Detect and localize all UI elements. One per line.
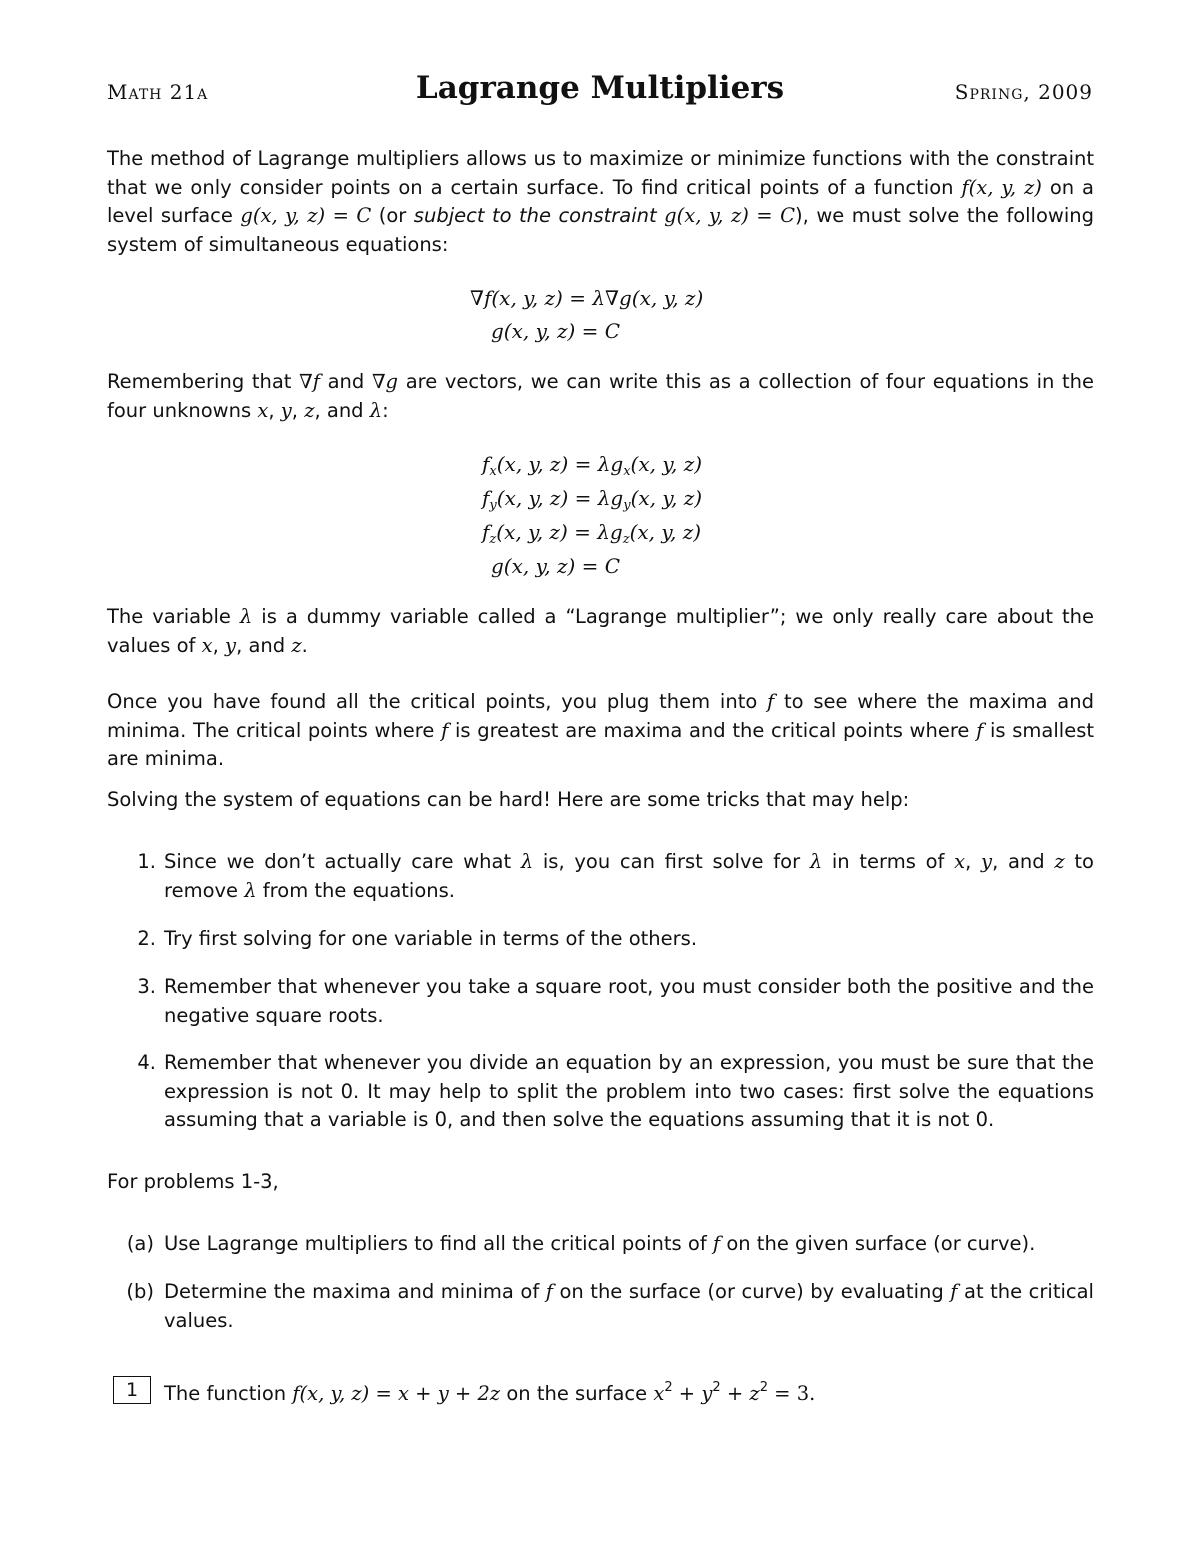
math-run: (x, y, z): [630, 486, 703, 510]
math-run: +: [672, 1382, 702, 1405]
text-run: ), we must solve the following system of simultaneous equations:: [107, 204, 1094, 256]
text-run: Once you have found all the critical points, you plug them into: [107, 690, 768, 713]
math-x: x: [201, 633, 213, 657]
subscript: z: [622, 532, 630, 547]
math-args: (x, y, z): [968, 175, 1042, 199]
superscript: 2: [664, 1380, 673, 1395]
subscript: y: [489, 498, 497, 513]
text-run: ,: [291, 398, 305, 422]
math-run: (x, y, z) = λg: [496, 486, 624, 510]
superscript: 2: [712, 1380, 721, 1395]
list-number: 1.: [137, 850, 156, 873]
equation-fy: [482, 484, 702, 520]
list-item: Remember that whenever you take a square root, you must consider both the positive and the negative square roots.: [164, 975, 1094, 1027]
math-function: f(x, y, z) = x + y + 2z: [292, 1382, 501, 1405]
math-lambda: λ: [244, 878, 257, 902]
text-run: and: [319, 370, 372, 393]
text-run: Since we don’t actually care what: [164, 850, 521, 873]
math-z: z: [304, 398, 315, 422]
lagrange-multiplier-paragraph: [107, 603, 1094, 660]
text-run: in terms of: [822, 850, 955, 873]
part-item: [164, 1278, 1094, 1335]
text-run: The function: [164, 1382, 293, 1405]
math-z: z: [749, 1382, 760, 1405]
math-f: f: [441, 718, 449, 742]
equation-fx: [482, 450, 702, 486]
subscript: y: [623, 498, 631, 513]
tricks-intro: Solving the system of equations can be hard! Here are some tricks that may help:: [107, 788, 910, 811]
text-run: at the critical values.: [164, 1280, 1094, 1332]
problems-intro: For problems 1-3,: [107, 1170, 279, 1193]
text-run: on the surface: [500, 1382, 654, 1405]
text-run: Remembering that: [107, 370, 300, 393]
math-run: +: [720, 1382, 750, 1405]
math-z: z: [291, 633, 302, 657]
text-run: , and: [992, 850, 1055, 873]
math-f: f: [545, 1280, 553, 1303]
part-label: (a): [126, 1232, 154, 1255]
math-f: f: [482, 520, 490, 544]
math-z: z: [1054, 850, 1065, 873]
text-run: , and: [314, 398, 370, 422]
math-run: = 3.: [767, 1382, 816, 1405]
list-item: [164, 848, 1094, 905]
text-run: The variable: [107, 605, 240, 628]
math-y: y: [225, 633, 237, 657]
math-lambda: λ: [369, 398, 383, 422]
math-lambda: λ: [520, 850, 534, 873]
page-title: Lagrange Multipliers: [415, 70, 785, 106]
equation-fz: [482, 518, 701, 554]
text-run: on the surface (or curve) by evaluating: [552, 1280, 951, 1303]
math-lambda: λ: [809, 850, 823, 873]
text-run: ,: [212, 633, 226, 657]
math-y: y: [701, 1382, 713, 1405]
text-run: .: [301, 633, 308, 657]
text-run: are vectors, we can write this as a collection of four equations in the four unknowns: [107, 370, 1094, 422]
text-run: to see where the maxima and minima. The critical points where: [107, 690, 1094, 742]
math-f: f: [712, 1232, 721, 1255]
math-grad-g: ∇g: [371, 370, 399, 393]
math-x: x: [653, 1382, 665, 1405]
math-x: x: [954, 850, 966, 873]
equation-constraint: g(x, y, z) = C: [491, 319, 621, 343]
math-f: f: [950, 1280, 958, 1303]
subscript: x: [489, 464, 497, 479]
equation-gradient: ∇f(x, y, z) = λ∇g(x, y, z): [470, 286, 704, 310]
intro-paragraph: [107, 145, 1094, 259]
text-run: to remove: [164, 850, 1094, 902]
part-item: [164, 1230, 1094, 1259]
text-run: (or: [371, 204, 414, 227]
subscript: x: [623, 464, 631, 479]
superscript: 2: [759, 1380, 768, 1395]
math-x: x: [257, 398, 269, 422]
problem-1-statement: [164, 1374, 1094, 1409]
math-constraint: g(x, y, z) = C: [656, 204, 796, 227]
problem-number-box: 1: [113, 1376, 151, 1404]
text-run: ,: [268, 398, 281, 422]
text-run: on a level surface: [107, 175, 1094, 227]
text-run: ,: [965, 850, 982, 873]
list-number: 3.: [137, 975, 156, 998]
text-run: Use Lagrange multipliers to find all the critical points of: [164, 1232, 713, 1255]
math-constraint: g(x, y, z) = C: [240, 204, 372, 227]
text-run: from the equations.: [256, 878, 455, 902]
text-run: on the given surface (or curve).: [720, 1232, 1036, 1255]
math-y: y: [981, 850, 993, 873]
text-run: , and: [236, 633, 292, 657]
math-run: (x, y, z) = λg: [496, 452, 624, 476]
text-run: is, you can first solve for: [533, 850, 810, 873]
subscript: z: [489, 532, 497, 547]
part-label: (b): [126, 1280, 154, 1303]
list-item: Try first solving for one variable in terms of the others.: [164, 927, 698, 950]
math-f: f: [767, 690, 775, 713]
math-f: f: [482, 486, 490, 510]
math-y: y: [280, 398, 292, 422]
math-run: (x, y, z) = λg: [496, 520, 623, 544]
equation-constraint-2: g(x, y, z) = C: [491, 554, 621, 578]
math-f: f: [976, 718, 984, 742]
math-run: (x, y, z): [630, 452, 703, 476]
text-run: is greatest are maxima and the critical points where: [448, 718, 977, 742]
text-run: is a dummy variable called a “Lagrange multiplier”; we only really care about the values of: [107, 605, 1094, 657]
math-f: f: [482, 452, 490, 476]
list-number: 2.: [137, 927, 156, 950]
text-run: The method of Lagrange multipliers allows us to maximize or minimize functions with the constraint that we only consider points on a certain surface. To find critical points of a function: [107, 147, 1094, 199]
vectors-paragraph: [107, 368, 1094, 425]
term-label: Spring, 2009: [954, 80, 1093, 104]
math-grad-f: ∇f: [299, 370, 320, 393]
text-run: is smallest are minima.: [107, 718, 1094, 770]
math-f: f: [961, 175, 969, 199]
critical-points-paragraph: [107, 688, 1094, 774]
text-run: Determine the maxima and minima of: [164, 1280, 546, 1303]
text-run: :: [382, 398, 389, 422]
list-number: 4.: [137, 1051, 156, 1074]
math-lambda: λ: [239, 605, 253, 628]
math-run: (x, y, z): [629, 520, 702, 544]
list-item: Remember that whenever you divide an equation by an expression, you must be sure that the expression is not 0. It may help to split the problem into two cases: first solve the equations assuming that a variable is 0, and then solve the equations assuming that it is not 0.: [164, 1051, 1094, 1131]
course-label: Math 21a: [107, 80, 209, 104]
emphasis-text: subject to the constraint: [413, 204, 657, 227]
